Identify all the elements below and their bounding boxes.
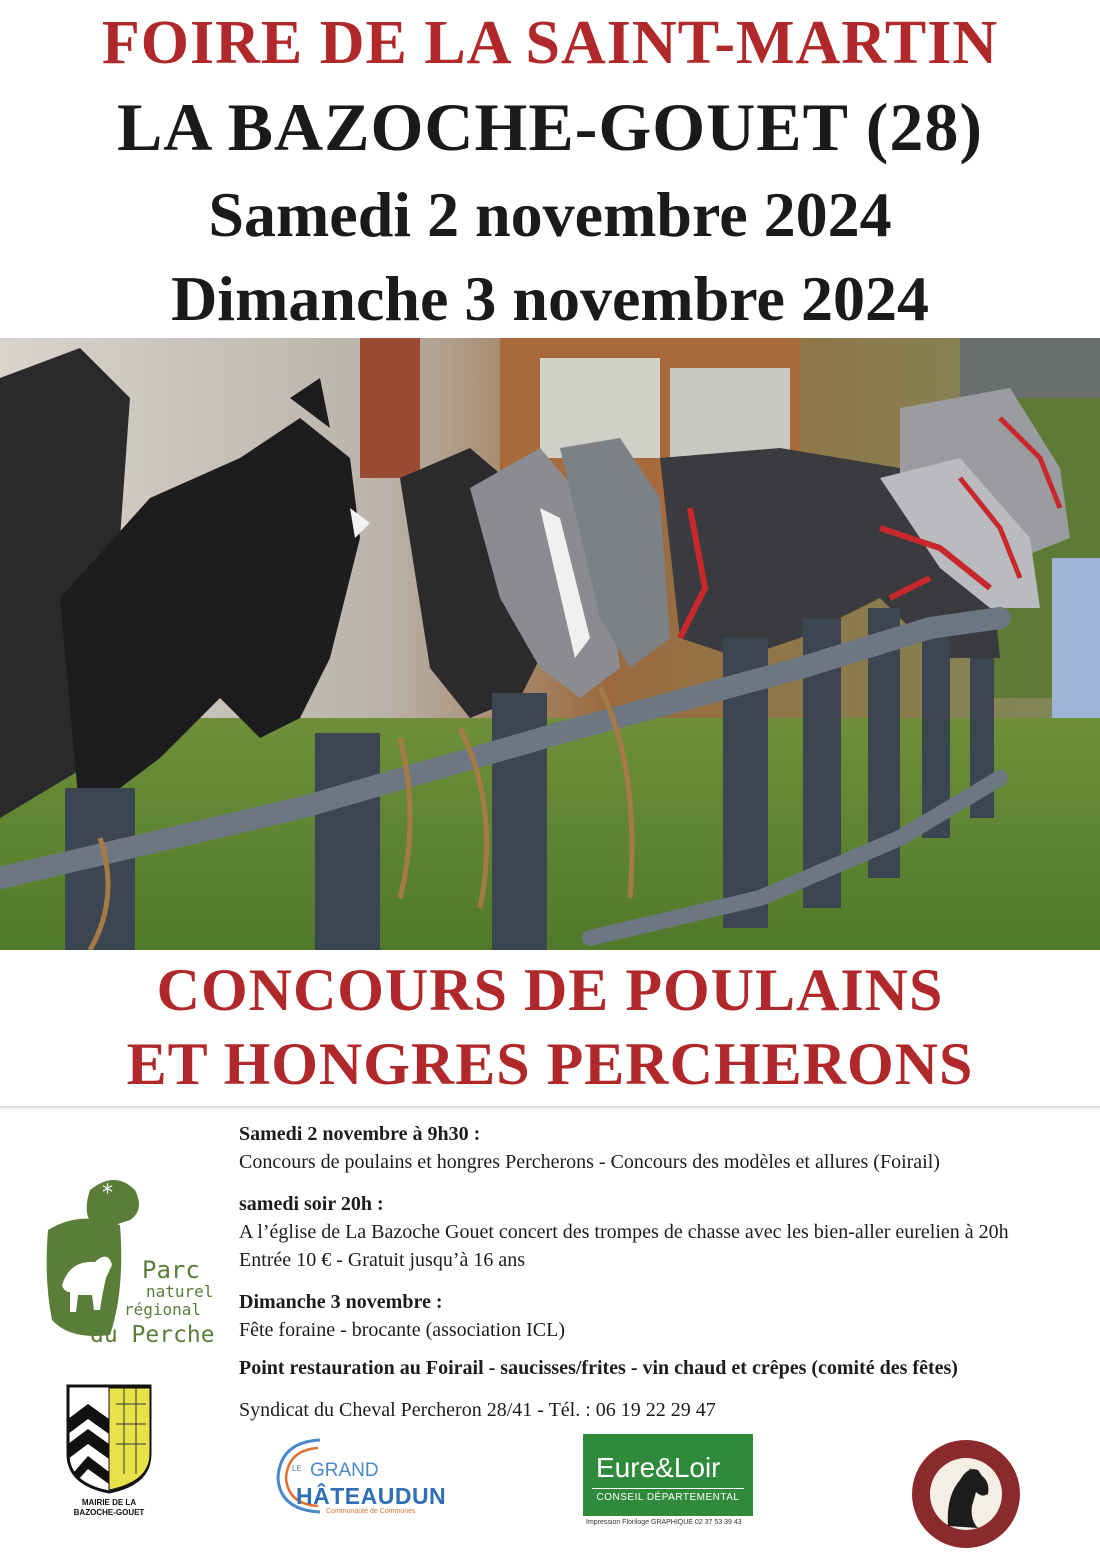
sat-morning-text: Concours de poulains et hongres Percherons - Concours des modèles et allures (Foirail) <box>239 1151 940 1173</box>
sat-evening-text1: A l’église de La Bazoche Gouet concert des trompes de chasse avec les bien-aller eurelien à 20h <box>239 1221 1009 1243</box>
program-block <box>239 1120 1089 1424</box>
mairie-label-1: MAIRIE DE LA <box>81 1498 137 1507</box>
eure-loir-subtitle: CONSEIL DÉPARTEMENTAL <box>596 1492 740 1503</box>
food-line: Point restauration au Foirail - saucisses/frites - vin chaud et crêpes (comité des fêtes) <box>239 1357 958 1379</box>
horses-illustration <box>0 338 1100 950</box>
gc-chateaudun: HÂTEAUDUN <box>296 1483 447 1509</box>
sunday-text: Fête foraine - brocante (association ICL) <box>239 1319 565 1341</box>
gc-grand: GRAND <box>310 1460 379 1481</box>
parc-label-3: régional <box>124 1300 202 1319</box>
gc-le: LE <box>292 1464 302 1473</box>
eure-loir-title: Eure&Loir <box>596 1452 721 1483</box>
headline-line2: ET HONGRES PERCHERONS <box>126 1031 974 1097</box>
sat-evening-heading: samedi soir 20h : <box>239 1193 384 1215</box>
town-title: LA BAZOCHE-GOUET (28) <box>116 89 984 165</box>
parc-label-4: du Perche <box>90 1322 215 1348</box>
imprint: Impression Floriloge GRAPHIQUE 02 37 53 39 43 <box>586 1519 742 1526</box>
separator <box>0 1106 1100 1110</box>
parc-label-2: naturel <box>146 1282 214 1301</box>
mairie-label-2: BAZOCHE-GOUET <box>73 1508 145 1517</box>
date-sunday: Dimanche 3 novembre 2024 <box>171 263 929 334</box>
date-saturday: Samedi 2 novembre 2024 <box>208 179 892 250</box>
mairie-label <box>50 1498 168 1518</box>
mairie-coat-of-arms <box>66 1384 152 1494</box>
contact-line: Syndicat du Cheval Percheron 28/41 - Tél. : 06 19 22 29 47 <box>239 1399 716 1421</box>
svg-text:*: * <box>102 1181 113 1206</box>
eure-loir-divider <box>592 1488 744 1489</box>
parc-label-1: Parc <box>142 1256 200 1284</box>
horses-photo <box>0 338 1100 950</box>
event-title: FOIRE DE LA SAINT-MARTIN <box>101 9 999 77</box>
sunday-heading: Dimanche 3 novembre : <box>239 1291 443 1313</box>
sat-morning-heading: Samedi 2 novembre à 9h30 : <box>239 1123 481 1145</box>
gc-subtitle: Communauté de Communes <box>326 1508 416 1515</box>
sat-evening-text2: Entrée 10 € - Gratuit jusqu’à 16 ans <box>239 1249 526 1271</box>
headline-line1: CONCOURS DE POULAINS <box>156 957 944 1023</box>
syndicat-seal-logo <box>908 1436 1024 1552</box>
